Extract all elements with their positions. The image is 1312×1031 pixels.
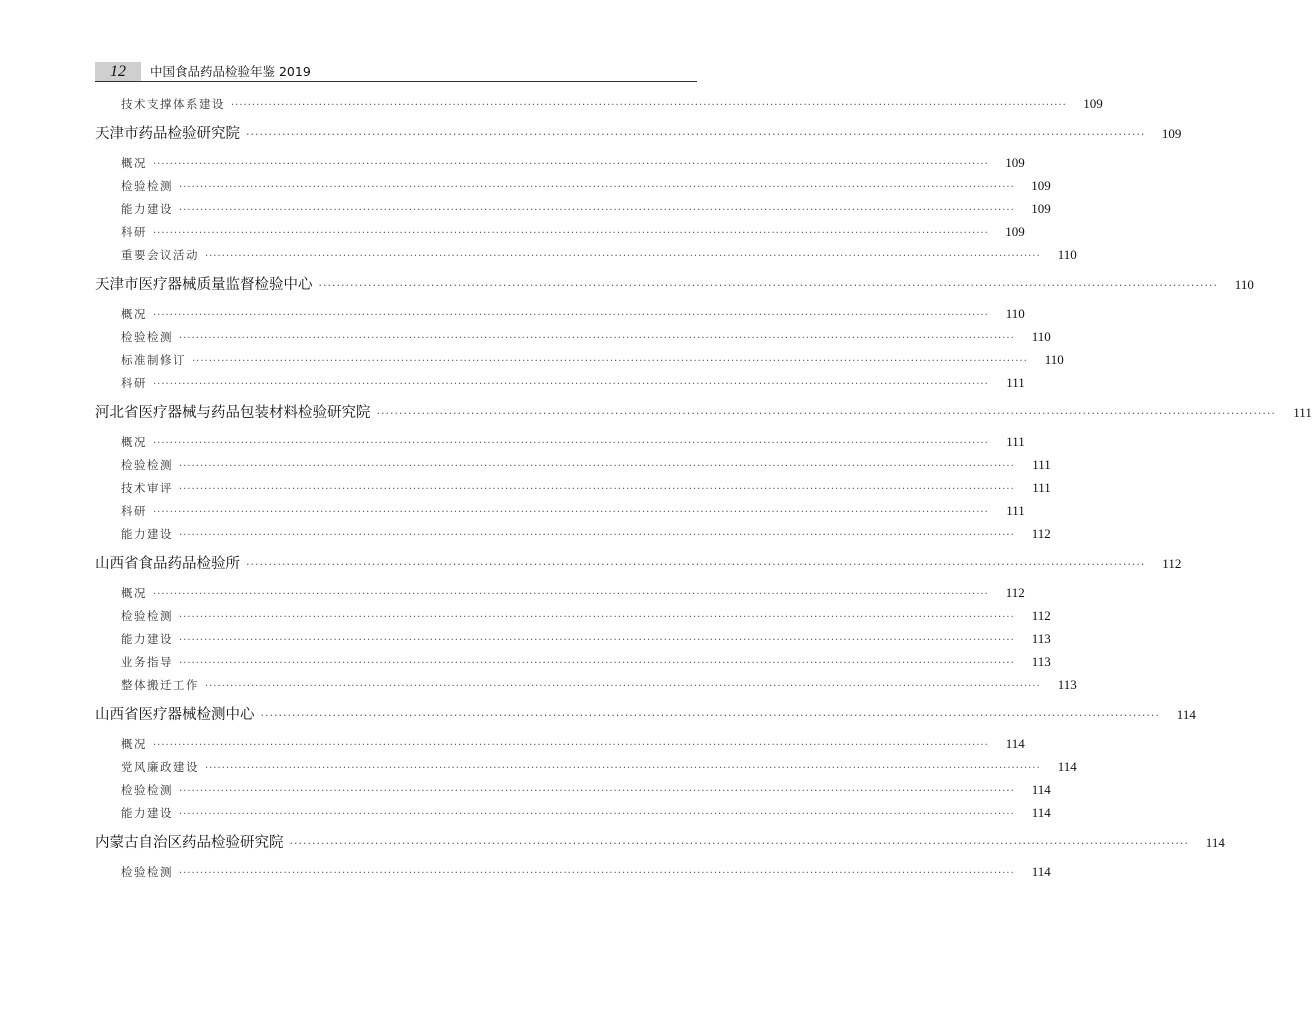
toc-subentry[interactable] xyxy=(95,499,1025,522)
toc-entry-page-number: 111 xyxy=(1032,480,1051,495)
toc-subentry[interactable] xyxy=(95,627,1051,650)
toc-entry-page-number: 111 xyxy=(1006,503,1025,518)
dot-leader: ········································································································································································································ xyxy=(153,438,989,449)
toc-entry-title: 能力建设 xyxy=(121,202,173,216)
toc-entry-page-number: 114 xyxy=(1031,805,1051,820)
dot-leader: ········································································································································································································ xyxy=(289,837,1189,850)
toc-entry-title: 能力建设 xyxy=(121,527,173,541)
toc-entry-title: 河北省医疗器械与药品包装材料检验研究院 xyxy=(95,405,371,421)
dot-leader: ········································································································································································································ xyxy=(246,128,1146,141)
toc-entry-title: 标准制修订 xyxy=(121,353,186,367)
toc-entry-page-number: 109 xyxy=(1005,224,1025,239)
dot-leader: ········································································································································································································ xyxy=(260,709,1160,722)
toc-entry-title: 山西省医疗器械检测中心 xyxy=(95,707,255,723)
toc-entry-page-number: 112 xyxy=(1031,608,1051,623)
toc-section-entry[interactable] xyxy=(95,401,1312,424)
dot-leader: ········································································································································································································ xyxy=(179,205,1015,216)
toc-entry-page-number: 110 xyxy=(1234,277,1254,292)
toc-subentry[interactable] xyxy=(95,348,1064,371)
toc-subentry[interactable] xyxy=(95,778,1051,801)
toc-entry-title: 技术支撑体系建设 xyxy=(121,97,225,111)
toc-entry-page-number: 111 xyxy=(1293,405,1312,420)
toc-subentry[interactable] xyxy=(95,371,1025,394)
dot-leader: ········································································································································································································ xyxy=(179,658,1015,669)
toc-subentry[interactable] xyxy=(95,650,1051,673)
dot-leader: ········································································································································································································ xyxy=(179,333,1015,344)
dot-leader: ········································································································································································································ xyxy=(376,407,1276,420)
book-title: 中国食品药品检验年鉴 2019 xyxy=(150,64,311,79)
toc-entry-page-number: 111 xyxy=(1006,434,1025,449)
toc-entry-page-number: 111 xyxy=(1032,457,1051,472)
toc-subentry[interactable] xyxy=(95,581,1025,604)
toc-entry-page-number: 114 xyxy=(1031,864,1051,879)
toc-entry-title: 科研 xyxy=(121,376,147,390)
toc-entry-page-number: 110 xyxy=(1044,352,1064,367)
toc-entry-page-number: 109 xyxy=(1005,155,1025,170)
toc-entry-title: 党风廉政建设 xyxy=(121,760,199,774)
toc-subentry[interactable] xyxy=(95,604,1051,627)
toc-entry-page-number: 114 xyxy=(1031,782,1051,797)
toc-subentry[interactable] xyxy=(95,92,1103,115)
dot-leader: ········································································································································································································ xyxy=(205,763,1041,774)
toc-entry-page-number: 113 xyxy=(1031,654,1051,669)
toc-entry-title: 概况 xyxy=(121,156,147,170)
toc-entry-page-number: 114 xyxy=(1205,835,1225,850)
toc-entry-title: 业务指导 xyxy=(121,655,173,669)
toc-subentry[interactable] xyxy=(95,673,1077,696)
toc-subentry[interactable] xyxy=(95,801,1051,824)
toc-entry-page-number: 112 xyxy=(1031,526,1051,541)
toc-entry-title: 能力建设 xyxy=(121,806,173,820)
dot-leader: ········································································································································································································ xyxy=(179,484,1015,495)
dot-leader: ········································································································································································································ xyxy=(192,356,1028,367)
toc-subentry[interactable] xyxy=(95,453,1051,476)
toc-subentry[interactable] xyxy=(95,522,1051,545)
toc-entry-page-number: 110 xyxy=(1031,329,1051,344)
toc-entry-page-number: 114 xyxy=(1057,759,1077,774)
dot-leader: ········································································································································································································ xyxy=(231,100,1067,111)
toc-subentry[interactable] xyxy=(95,325,1051,348)
dot-leader: ········································································································································································································ xyxy=(205,251,1041,262)
dot-leader: ········································································································································································································ xyxy=(318,279,1218,292)
toc-entry-page-number: 110 xyxy=(1057,247,1077,262)
dot-leader: ········································································································································································································ xyxy=(153,310,989,321)
toc-subentry[interactable] xyxy=(95,174,1051,197)
dot-leader: ········································································································································································································ xyxy=(153,379,989,390)
toc-entry-title: 检验检测 xyxy=(121,179,173,193)
page-number: 12 xyxy=(95,62,141,81)
toc-entry-title: 概况 xyxy=(121,586,147,600)
toc-entry-page-number: 113 xyxy=(1031,631,1051,646)
toc-subentry[interactable] xyxy=(95,755,1077,778)
toc-subentry[interactable] xyxy=(95,220,1025,243)
dot-leader: ········································································································································································································ xyxy=(153,740,989,751)
page-header xyxy=(95,58,697,82)
toc-entry-title: 科研 xyxy=(121,504,147,518)
toc-entry-title: 概况 xyxy=(121,737,147,751)
toc-section-entry[interactable] xyxy=(95,122,1182,145)
dot-leader: ········································································································································································································ xyxy=(179,786,1015,797)
toc-entry-page-number: 111 xyxy=(1006,375,1025,390)
dot-leader: ········································································································································································································ xyxy=(179,612,1015,623)
toc-entry-title: 天津市药品检验研究院 xyxy=(95,126,240,142)
dot-leader: ········································································································································································································ xyxy=(205,681,1041,692)
toc-subentry[interactable] xyxy=(95,151,1025,174)
toc-entry-page-number: 109 xyxy=(1161,126,1182,141)
dot-leader: ········································································································································································································ xyxy=(153,228,989,239)
toc-entry-title: 能力建设 xyxy=(121,632,173,646)
toc-entry-title: 内蒙古自治区药品检验研究院 xyxy=(95,835,284,851)
dot-leader: ········································································································································································································ xyxy=(179,530,1015,541)
toc-section-entry[interactable] xyxy=(95,273,1254,296)
toc-subentry[interactable] xyxy=(95,732,1025,755)
toc-entry-title: 山西省食品药品检验所 xyxy=(95,556,240,572)
dot-leader: ········································································································································································································ xyxy=(179,868,1015,879)
toc-entry-title: 检验检测 xyxy=(121,783,173,797)
toc-entry-title: 技术审评 xyxy=(121,481,173,495)
toc-entry-title: 检验检测 xyxy=(121,458,173,472)
toc-entry-page-number: 114 xyxy=(1176,707,1196,722)
toc-entry-title: 天津市医疗器械质量监督检验中心 xyxy=(95,277,313,293)
toc-entry-page-number: 110 xyxy=(1005,306,1025,321)
toc-entry-page-number: 114 xyxy=(1005,736,1025,751)
toc-entry-title: 检验检测 xyxy=(121,330,173,344)
toc-entry-title: 科研 xyxy=(121,225,147,239)
toc-entry-page-number: 112 xyxy=(1005,585,1025,600)
dot-leader: ········································································································································································································ xyxy=(153,589,989,600)
toc-entry-title: 整体搬迁工作 xyxy=(121,678,199,692)
dot-leader: ········································································································································································································ xyxy=(179,182,1015,193)
dot-leader: ········································································································································································································ xyxy=(153,159,989,170)
toc-subentry[interactable] xyxy=(95,302,1025,325)
toc-entry-title: 检验检测 xyxy=(121,609,173,623)
toc-entry-page-number: 109 xyxy=(1031,201,1051,216)
table-of-contents xyxy=(95,92,1312,883)
toc-subentry[interactable] xyxy=(95,430,1025,453)
toc-section-entry[interactable] xyxy=(95,831,1225,854)
toc-entry-title: 检验检测 xyxy=(121,865,173,879)
toc-section-entry[interactable] xyxy=(95,703,1196,726)
toc-subentry[interactable] xyxy=(95,197,1051,220)
header-rule xyxy=(95,81,697,82)
toc-entry-title: 重要会议活动 xyxy=(121,248,199,262)
toc-subentry[interactable] xyxy=(95,860,1051,883)
toc-entry-title: 概况 xyxy=(121,307,147,321)
toc-entry-title: 概况 xyxy=(121,435,147,449)
dot-leader: ········································································································································································································ xyxy=(179,809,1015,820)
toc-subentry[interactable] xyxy=(95,476,1051,499)
dot-leader: ········································································································································································································ xyxy=(179,635,1015,646)
toc-subentry[interactable] xyxy=(95,243,1077,266)
toc-entry-page-number: 113 xyxy=(1057,677,1077,692)
toc-entry-page-number: 112 xyxy=(1162,556,1182,571)
dot-leader: ········································································································································································································ xyxy=(153,507,989,518)
toc-section-entry[interactable] xyxy=(95,552,1182,575)
toc-entry-page-number: 109 xyxy=(1083,96,1103,111)
toc-entry-page-number: 109 xyxy=(1031,178,1051,193)
dot-leader: ········································································································································································································ xyxy=(179,461,1015,472)
dot-leader: ········································································································································································································ xyxy=(246,558,1146,571)
